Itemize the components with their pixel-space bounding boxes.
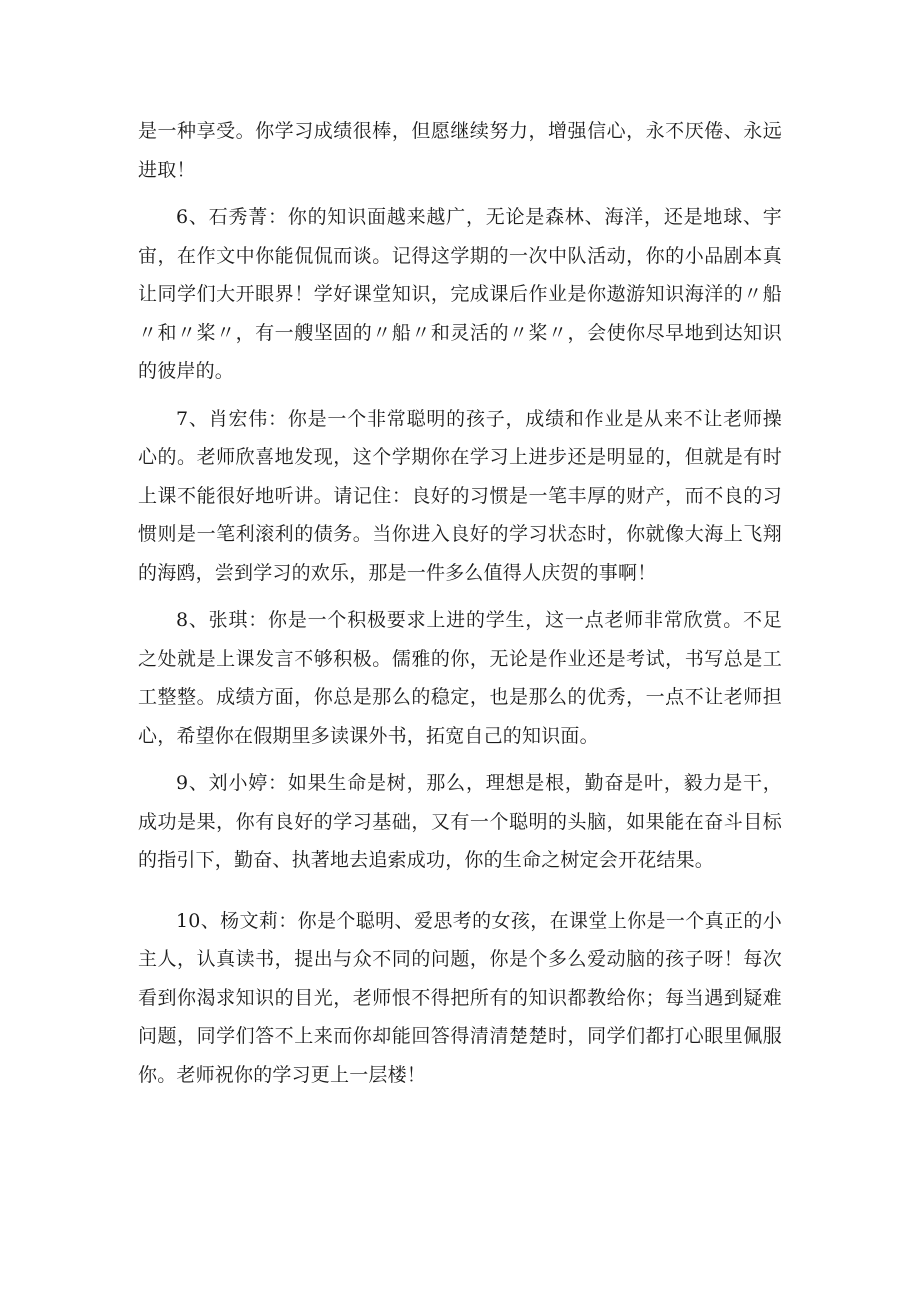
paragraph-comment-7: 7、肖宏伟：你是一个非常聪明的孩子，成绩和作业是从来不让老师操心的。老师欣喜地发现，这个学期你在学习上进步还是明显的，但就是有时上课不能很好地听讲。请记住：良好的习惯是一笔丰厚的财产，而不良的习惯则是一笔利滚利的债务。当你进入良好的学习状态时，你就像大海上飞翔的海鸥，尝到学习的欢乐，那是一件多么值得人庆贺的事啊！	[138, 407, 782, 584]
paragraph-comment-9: 9、刘小婷：如果生命是树，那么，理想是根，勤奋是叶，毅力是干，成功是果，你有良好的学习基础，又有一个聪明的头脑，如果能在奋斗目标的指引下，勤奋、执著地去追索成功，你的生命之树定会开花结果。	[138, 772, 782, 871]
paragraph-gap	[138, 391, 782, 400]
paragraph-comment-6: 6、石秀菁：你的知识面越来越广，无论是森林、海洋，还是地球、宇宙，在作文中你能侃侃而谈。记得这学期的一次中队活动，你的小品剧本真让同学们大开眼界！学好课堂知识，完成课后作业是你遨游知识海洋的〃船〃和〃桨〃，有一艘坚固的〃船〃和灵活的〃桨〃，会使你尽早地到达知识的彼岸的。	[138, 206, 782, 382]
paragraph-gap	[138, 189, 782, 198]
paragraph-gap	[138, 755, 782, 764]
paragraph-comment-8: 8、张琪：你是一个积极要求上进的学生，这一点老师非常欣赏。不足之处就是上课发言不够积极。儒雅的你，无论是作业还是考试，书写总是工工整整。成绩方面，你总是那么的稳定，也是那么的优秀，一点不让老师担心，希望你在假期里多读课外书，拓宽自己的知识面。	[138, 609, 782, 747]
paragraph-gap	[138, 880, 782, 902]
paragraph-continued: 是一种享受。你学习成绩很棒，但愿继续努力，增强信心，永不厌倦、永远进取！	[138, 120, 782, 181]
paragraph-gap	[138, 592, 782, 601]
paragraph-comment-10: 10、杨文莉：你是个聪明、爱思考的女孩，在课堂上你是一个真正的小主人，认真读书，提出与众不同的问题，你是个多么爱动脑的孩子呀！每次看到你渴求知识的目光，老师恨不得把所有的知识都教给你；每当遇到疑难问题，同学们答不上来而你却能回答得清清楚楚时，同学们都打心眼里佩服你。老师祝你的学习更上一层楼！	[138, 909, 782, 1086]
